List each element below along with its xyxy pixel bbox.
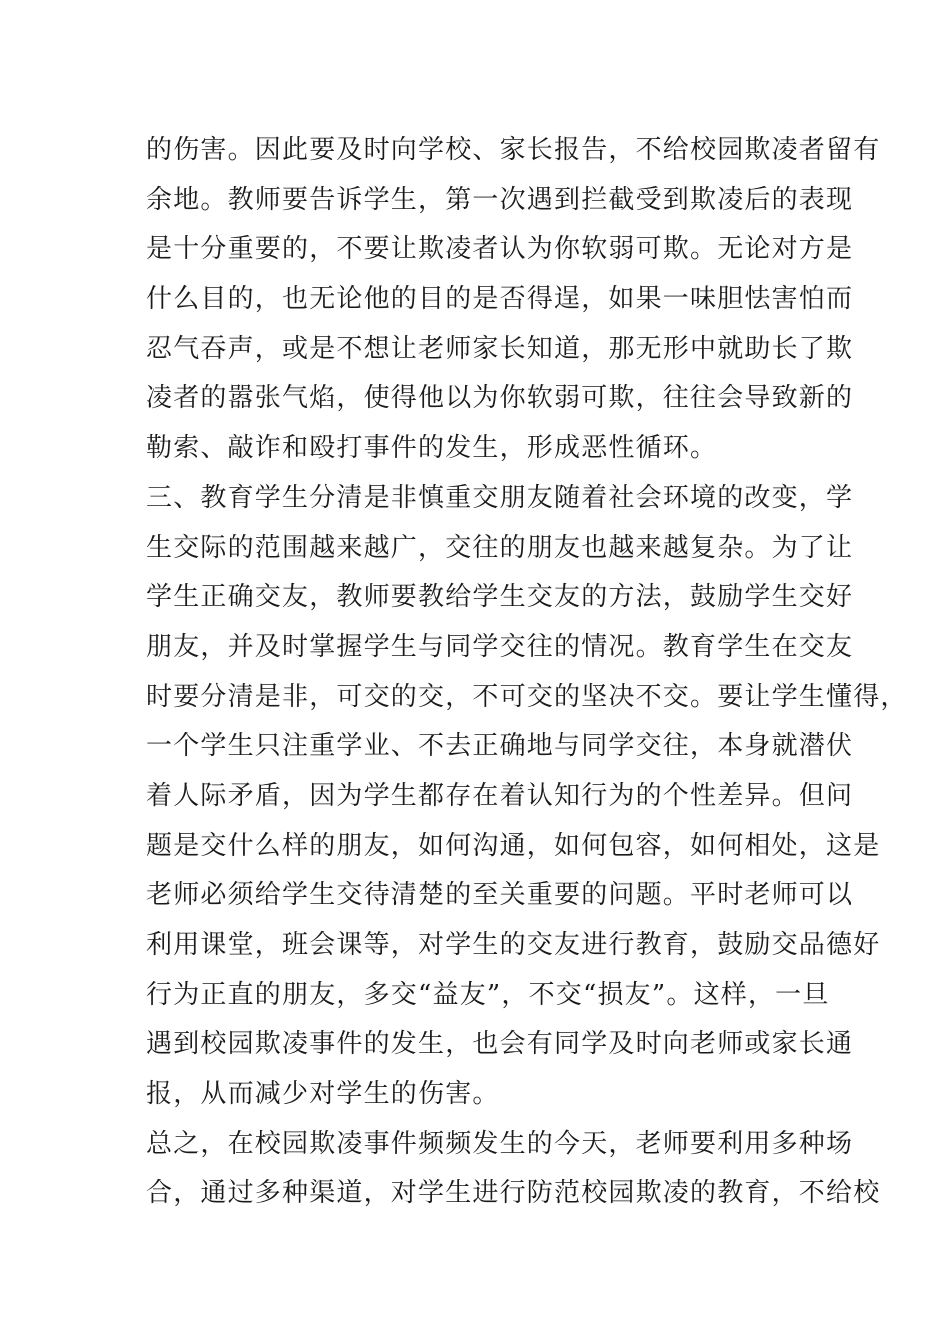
text-line: 余地。教师要告诉学生，第一次遇到拦截受到欺凌后的表现: [146, 184, 854, 215]
text-line: 老师必须给学生交待清楚的至关重要的问题。平时老师可以: [146, 880, 854, 911]
text-line: 学生正确交友，教师要教给学生交友的方法，鼓励学生交好: [146, 582, 854, 613]
text-line: 是十分重要的，不要让欺凌者认为你软弱可欺。无论对方是: [146, 234, 854, 265]
text-line: 勒索、敲诈和殴打事件的发生，形成恶性循环。: [146, 433, 718, 464]
text-line: 生交际的范围越来越广，交往的朋友也越来越复杂。为了让: [146, 532, 854, 563]
text-line: 时要分清是非，可交的交，不可交的坚决不交。要让学生懂得，: [146, 681, 908, 712]
text-line: 凌者的嚣张气焰，使得他以为你软弱可欺，往往会导致新的: [146, 383, 854, 414]
section-heading-line: 三、教育学生分清是非慎重交朋友随着社会环境的改变，学: [146, 482, 854, 513]
text-line: 一个学生只注重学业、不去正确地与同学交往，本身就潜伏: [146, 731, 854, 762]
document-body-text: [146, 126, 908, 1219]
text-line: 行为正直的朋友，多交“益友”，不交“损友”。这样，一旦: [146, 979, 830, 1010]
text-line: 的伤害。因此要及时向学校、家长报告，不给校园欺凌者留有: [146, 135, 881, 165]
text-line: 报，从而减少对学生的伤害。: [146, 1079, 500, 1110]
text-line: 题是交什么样的朋友，如何沟通，如何包容，如何相处，这是: [146, 830, 881, 861]
text-line: 忍气吞声，或是不想让老师家长知道，那无形中就助长了欺: [146, 333, 854, 364]
text-line: 朋友，并及时掌握学生与同学交往的情况。教育学生在交友: [146, 631, 854, 662]
text-line: 合，通过多种渠道，对学生进行防范校园欺凌的教育，不给校: [146, 1178, 881, 1209]
text-line: 着人际矛盾，因为学生都存在着认知行为的个性差异。但问: [146, 780, 854, 811]
text-line: 什么目的，也无论他的目的是否得逞，如果一味胆怯害怕而: [146, 284, 854, 315]
text-line: 遇到校园欺凌事件的发生，也会有同学及时向老师或家长通: [146, 1029, 854, 1060]
text-line: 利用课堂，班会课等，对学生的交友进行教育，鼓励交品德好: [146, 930, 881, 960]
text-line: 总之，在校园欺凌事件频频发生的今天，老师要利用多种场: [146, 1128, 854, 1159]
